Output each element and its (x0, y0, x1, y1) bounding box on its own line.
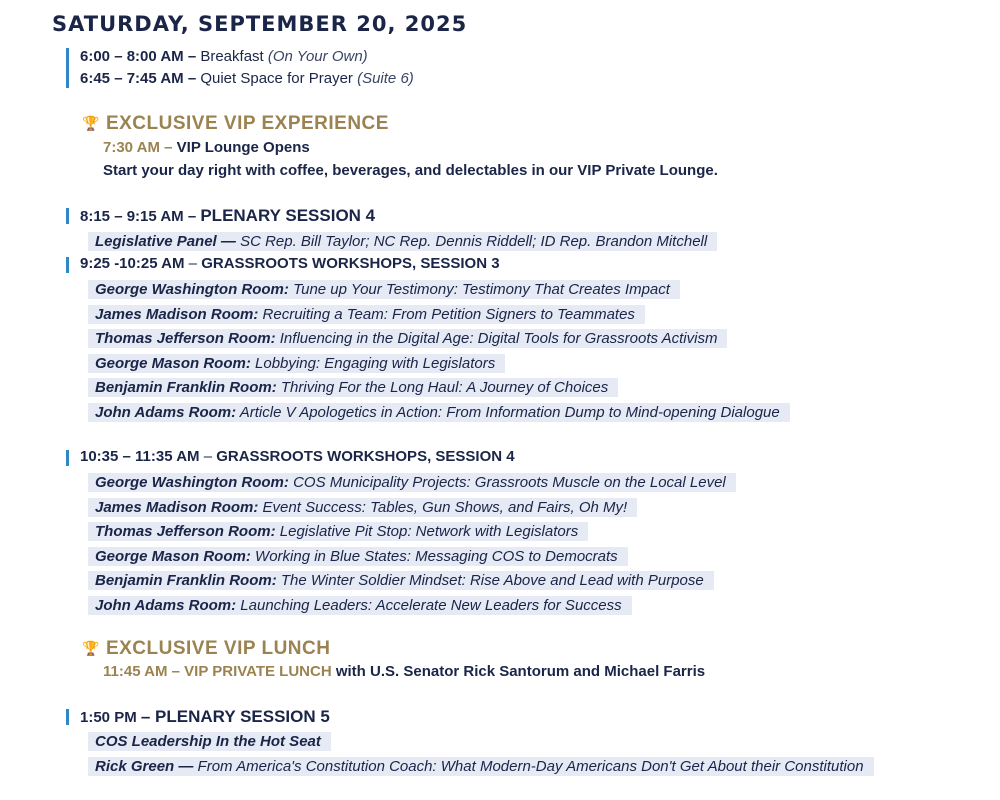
session-4-list (88, 473, 736, 620)
plenary-5-heading (66, 707, 330, 727)
breakfast-time: 6:00 – 8:00 AM – (80, 48, 197, 65)
plenary-4-heading (66, 206, 375, 226)
prayer-title: Quiet Space for Prayer (200, 70, 353, 87)
room-name: Thomas Jefferson Room: (95, 523, 276, 540)
vip-lounge-time: 7:30 AM – (103, 139, 173, 156)
workshop-title: Legislative Pit Stop: Network with Legislators (279, 523, 579, 540)
list-item (88, 547, 736, 572)
session-4-dash: – (199, 448, 217, 465)
list-item (88, 498, 736, 523)
workshop-title: Tune up Your Testimony: Testimony That Creates Impact (293, 281, 670, 298)
session-3-time: 9:25 -10:25 AM (80, 255, 185, 272)
list-item (88, 522, 736, 547)
accent-bar (66, 709, 69, 725)
room-name: John Adams Room: (95, 596, 237, 614)
room-name: Benjamin Franklin Room: (95, 379, 277, 396)
list-item (88, 280, 790, 305)
breakfast-note: (On Your Own) (267, 48, 368, 65)
session-3-title: GRASSROOTS WORKSHOPS, SESSION 3 (201, 255, 500, 272)
vip-lunch-line (103, 663, 705, 680)
room-name: George Mason Room: (95, 354, 251, 372)
workshop-title: Thriving For the Long Haul: A Journey of Choices (280, 379, 609, 396)
prayer-note: (Suite 6) (357, 70, 414, 87)
room-name: James Madison Room: (95, 305, 259, 323)
plenary-4-list (88, 232, 717, 257)
vip-lunch-guests: with U.S. Senator Rick Santorum and Michael Farris (335, 663, 706, 680)
workshop-title: Influencing in the Digital Age: Digital Tools for Grassroots Activism (279, 330, 718, 347)
session-3-heading (66, 255, 500, 272)
accent-bar (66, 450, 69, 466)
workshop-title: Working in Blue States: Messaging COS to Democrats (255, 547, 618, 565)
breakfast-title: Breakfast (200, 48, 264, 65)
item-lead: COS Leadership In the Hot Seat (95, 733, 321, 750)
plenary-5-time: 1:50 PM (80, 709, 137, 726)
item-lead: Legislative Panel — (95, 233, 236, 250)
workshop-title: COS Municipality Projects: Grassroots Muscle on the Local Level (293, 474, 726, 491)
session-4-title: GRASSROOTS WORKSHOPS, SESSION 4 (216, 448, 515, 465)
accent-bar (66, 257, 69, 273)
workshop-title: Lobbying: Engaging with Legislators (255, 354, 496, 372)
list-item (88, 354, 790, 379)
workshop-title: Recruiting a Team: From Petition Signers to Teammates (262, 305, 635, 323)
workshop-title: Launching Leaders: Accelerate New Leaders for Success (240, 596, 622, 614)
list-item (88, 473, 736, 498)
workshop-title: The Winter Soldier Mindset: Rise Above and Lead with Purpose (280, 572, 704, 589)
vip-experience-heading (82, 113, 389, 135)
prayer-time: 6:45 – 7:45 AM – (80, 70, 197, 87)
session-3-dash: – (184, 255, 202, 272)
morning-block (66, 46, 414, 90)
plenary-5-title: – PLENARY SESSION 5 (140, 707, 330, 726)
accent-bar (66, 48, 69, 88)
list-item (88, 571, 736, 596)
prayer-line (80, 68, 414, 90)
room-name: James Madison Room: (95, 498, 259, 516)
vip-lunch-time: 11:45 AM – VIP PRIVATE LUNCH (103, 663, 332, 680)
room-name: Benjamin Franklin Room: (95, 572, 277, 589)
list-item (88, 305, 790, 330)
room-name: John Adams Room: (95, 403, 237, 421)
item-text: From America's Constitution Coach: What Modern-Day Americans Don't Get About their Constitution (197, 757, 864, 775)
list-item (88, 378, 790, 403)
plenary-4-time: 8:15 – 9:15 AM – (80, 208, 197, 225)
room-name: Thomas Jefferson Room: (95, 330, 276, 347)
list-item (88, 232, 717, 257)
list-item (88, 596, 736, 621)
list-item (88, 732, 874, 757)
vip-lounge-line (103, 139, 310, 156)
vip-lunch-heading (82, 638, 330, 660)
room-name: George Washington Room: (95, 281, 289, 298)
plenary-4-title: PLENARY SESSION 4 (200, 206, 376, 225)
vip-lounge-title: VIP Lounge Opens (176, 139, 310, 156)
item-text: SC Rep. Bill Taylor; NC Rep. Dennis Riddell; ID Rep. Brandon Mitchell (240, 233, 708, 250)
plenary-5-list (88, 732, 874, 781)
session-4-heading (66, 448, 515, 465)
room-name: George Mason Room: (95, 547, 251, 565)
accent-bar (66, 208, 69, 224)
workshop-title: Event Success: Tables, Gun Shows, and Fairs, Oh My! (262, 498, 628, 516)
vip-lounge-description: Start your day right with coffee, beverages, and delectables in our VIP Private Lounge. (103, 162, 718, 179)
session-4-time: 10:35 – 11:35 AM (80, 448, 200, 465)
item-lead: Rick Green — (95, 757, 194, 775)
session-3-list (88, 280, 790, 427)
trophy-icon: 🏆 (82, 115, 100, 131)
list-item (88, 329, 790, 354)
breakfast-line (80, 46, 414, 68)
workshop-title: Article V Apologetics in Action: From Information Dump to Mind-opening Dialogue (239, 403, 780, 421)
vip-lunch-title: EXCLUSIVE VIP LUNCH (105, 638, 331, 659)
vip-experience-title: EXCLUSIVE VIP EXPERIENCE (105, 113, 389, 134)
list-item (88, 403, 790, 428)
trophy-icon: 🏆 (82, 640, 100, 656)
room-name: George Washington Room: (95, 474, 289, 491)
list-item (88, 757, 874, 782)
day-heading: SATURDAY, SEPTEMBER 20, 2025 (52, 12, 468, 36)
